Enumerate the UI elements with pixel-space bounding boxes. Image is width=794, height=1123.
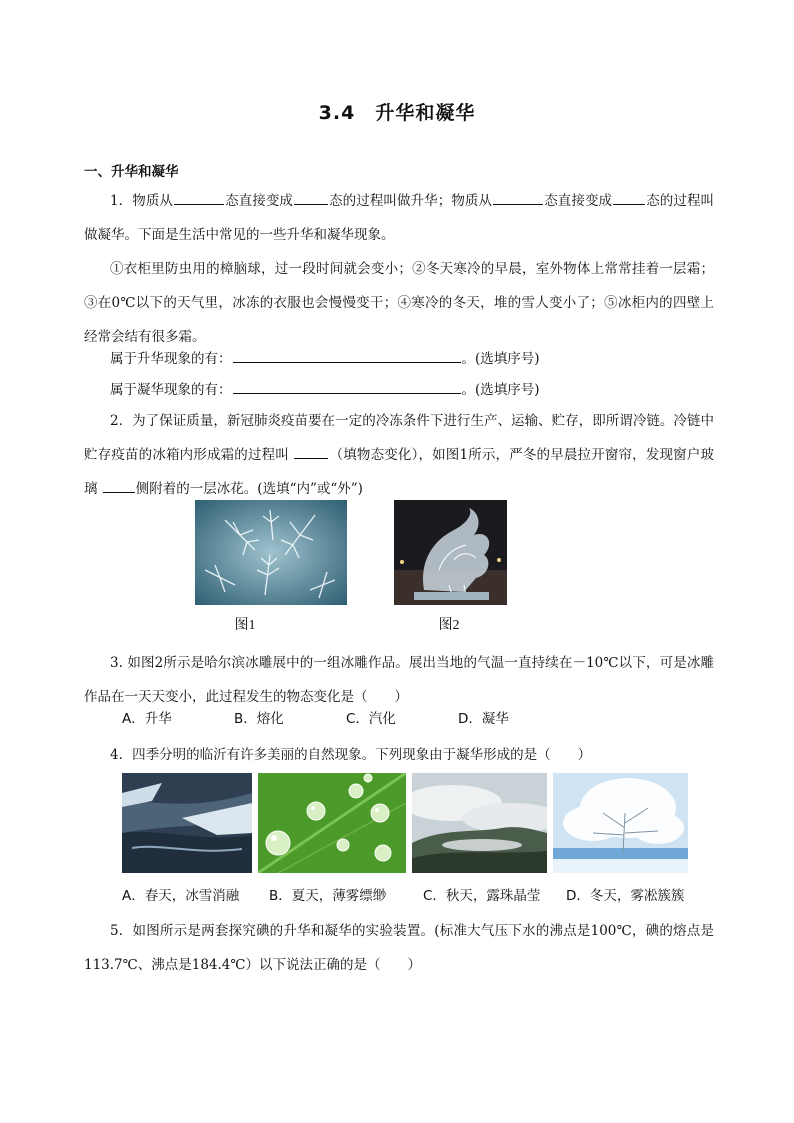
q2-text-c: 侧附着的一层冰花。(选填“内”或“外”) xyxy=(135,481,363,497)
blank[interactable] xyxy=(294,190,328,205)
q1-desub-label: 属于凝华现象的有： xyxy=(110,382,232,398)
answer-blank-desublimation[interactable] xyxy=(233,379,461,394)
dewdrop-leaf-image xyxy=(258,773,406,873)
q1-text-c: 态的过程叫做升华；物质从 xyxy=(329,193,493,209)
blank[interactable] xyxy=(613,190,645,205)
choice-b[interactable]: B．熔化 xyxy=(234,711,284,727)
figure-1-caption: 图1 xyxy=(234,618,256,633)
q4-option-c[interactable]: C．秋天，露珠晶莹 xyxy=(423,888,541,904)
blank[interactable] xyxy=(103,478,135,493)
frost-window-image xyxy=(195,500,347,605)
question-3: 3. 如图2所示是哈尔滨冰雕展中的一组冰雕作品。展出当地的气温一直持续在－10℃以下，可是冰雕作品在一天天变小，此过程发生的物态变化是（ ） xyxy=(84,655,714,705)
q1-desub-suffix: 。(选填序号) xyxy=(461,382,540,398)
q1-text-b: 态直接变成 xyxy=(225,193,294,209)
question-1 xyxy=(84,184,714,252)
q4-option-b[interactable]: B．夏天，薄雾缥缈 xyxy=(269,888,387,904)
answer-blank-sublimation[interactable] xyxy=(233,348,461,363)
q1-sub-label: 属于升华现象的有： xyxy=(110,351,232,367)
question-2 xyxy=(84,404,714,506)
question-5: 5．如图所示是两套探究碘的升华和凝华的实验装置。(标准大气压下水的沸点是100℃，碘的熔点是113.7℃、沸点是184.4℃）以下说法正确的是（ ） xyxy=(84,923,714,973)
section-heading: 一、升华和凝华 xyxy=(84,164,179,180)
page-title: 3.4 升华和凝华 xyxy=(318,102,476,124)
choice-d[interactable]: D．凝华 xyxy=(458,711,509,727)
figure-2-caption: 图2 xyxy=(438,618,460,633)
q1-text-e: 态的过程 xyxy=(646,193,701,209)
choice-c[interactable]: C．汽化 xyxy=(346,711,396,727)
blank[interactable] xyxy=(294,444,328,459)
rime-tree-image xyxy=(553,773,688,873)
q1-sublimation-line xyxy=(110,342,670,376)
q1-text-line2: 叫做凝华。下面是生活中常见的一些升华和凝华现象。 xyxy=(84,193,715,243)
q1-text-a: 1．物质从 xyxy=(110,193,174,209)
q4-option-a[interactable]: A．春天，冰雪消融 xyxy=(122,888,240,904)
thawing-ice-image xyxy=(122,773,252,873)
choice-a[interactable]: A．升华 xyxy=(122,711,172,727)
q2-text-a: 2．为了保证质量，新冠肺炎疫苗要在一定的冷冻条件下进行生产、运输、贮存，即所谓冷链。冷链中贮存疫苗的冰箱内形成霜的过程叫 xyxy=(84,413,714,463)
blank[interactable] xyxy=(174,190,224,205)
q1-items: ①衣柜里防虫用的樟脑球，过一段时间就会变小；②冬天寒冷的早晨，室外物体上常常挂着一层霜；③在0℃以下的天气里，冰冻的衣服也会慢慢变干；④寒冷的冬天，堆的雪人变小了；⑤冰柜内的四壁上经常会结有很多霜。 xyxy=(84,261,714,345)
q1-text-d: 态直接变成 xyxy=(544,193,613,209)
blank[interactable] xyxy=(493,190,543,205)
q1-sub-suffix: 。(选填序号) xyxy=(461,351,540,367)
q3-choices xyxy=(122,707,570,727)
misty-hills-image xyxy=(412,773,547,873)
question-4: 4．四季分明的临沂有许多美丽的自然现象。下列现象由于凝华形成的是（ ） xyxy=(110,747,592,763)
q4-option-d[interactable]: D．冬天，雾凇簇簇 xyxy=(566,888,685,904)
q1-desublimation-line xyxy=(110,373,670,407)
ice-sculpture-image xyxy=(394,500,507,605)
q2-text-b: （填物态变化），如图1所示，严冬的早晨拉开窗帘，发现窗户玻璃 xyxy=(84,447,715,497)
